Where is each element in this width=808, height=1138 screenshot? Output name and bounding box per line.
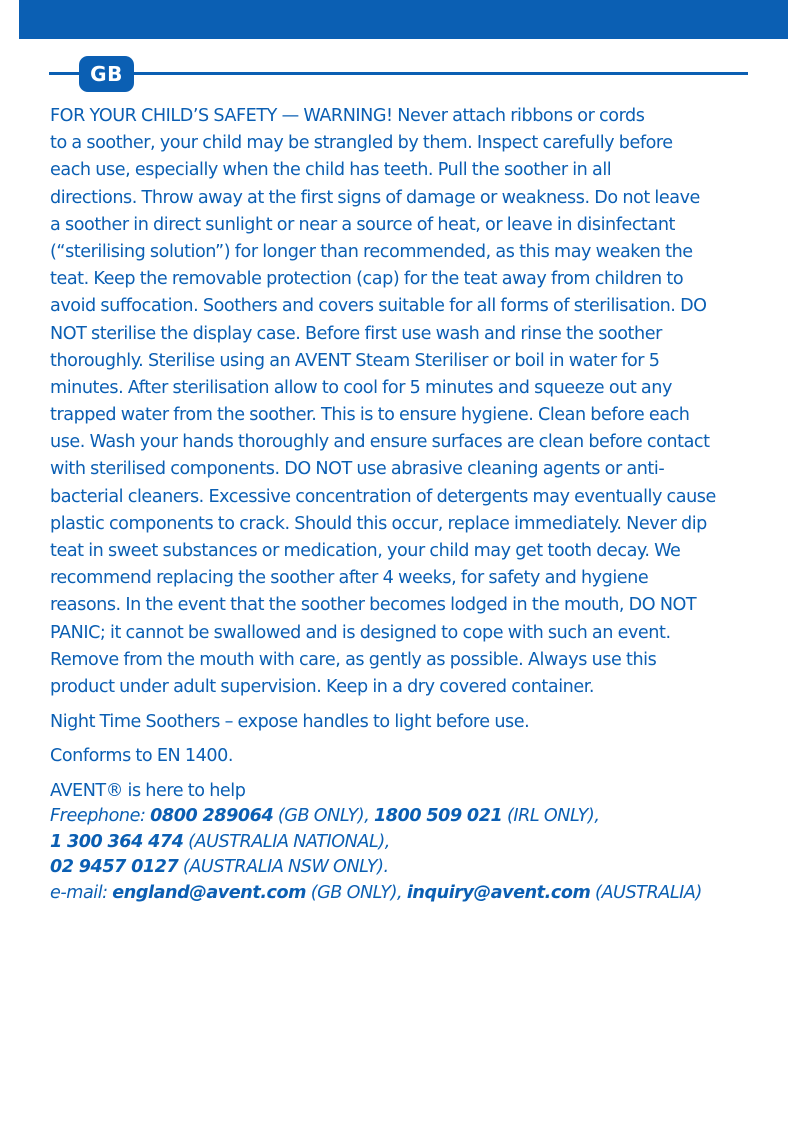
warning-line: plastic components to crack. Should this occur, replace immediately. Never dip	[50, 513, 707, 534]
warning-line: NOT sterilise the display case. Before first use wash and rinse the soother	[50, 323, 662, 344]
warning-line: Remove from the mouth with care, as gently as possible. Always use this	[50, 649, 657, 670]
warning-line: each use, especially when the child has teeth. Pull the soother in all	[50, 160, 612, 181]
warning-line: PANIC; it cannot be swallowed and is designed to cope with such an event.	[50, 622, 671, 643]
conformity-statement: Conforms to EN 1400.	[50, 746, 233, 767]
warning-line: (“sterilising solution”) for longer than recommended, as this may weaken the	[50, 241, 693, 262]
phone-au-nsw[interactable]: 02 9457 0127	[50, 857, 179, 877]
warning-line: teat in sweet substances or medication, your child may get tooth decay. We	[50, 541, 681, 561]
email-label: e-mail:	[50, 882, 113, 903]
warning-line: thoroughly. Sterilise using an AVENT Steam Steriliser or boil in water for 5	[50, 350, 660, 371]
night-time-note: Night Time Soothers – expose handles to light before use.	[50, 711, 530, 732]
top-color-bar	[19, 0, 788, 39]
email-gb-note: (GB ONLY),	[306, 882, 407, 903]
email-au-note: (AUSTRALIA)	[590, 882, 702, 903]
freephone-label: Freephone:	[50, 806, 151, 826]
warning-line: trapped water from the soother. This is to ensure hygiene. Clean before each	[50, 405, 690, 426]
email-gb[interactable]: england@avent.com	[112, 882, 307, 903]
warning-line: bacterial cleaners. Excessive concentration of detergents may eventually cause	[50, 486, 716, 507]
warning-line: avoid suffocation. Soothers and covers suitable for all forms of sterilisation. DO	[50, 296, 707, 317]
phone-australia-national-line	[50, 830, 760, 856]
document-body	[50, 103, 760, 906]
phone-australia-nsw-line	[50, 855, 760, 881]
phone-irl[interactable]: 1800 509 021	[374, 806, 503, 826]
warning-line: to a soother, your child may be strangled by them. Inspect carefully before	[50, 133, 673, 154]
warning-line: FOR YOUR CHILD’S SAFETY — WARNING! Never attach ribbons or cords	[50, 106, 645, 126]
warning-line: use. Wash your hands thoroughly and ensure surfaces are clean before contact	[50, 432, 710, 453]
warning-paragraph	[50, 103, 760, 701]
warning-line: with sterilised components. DO NOT use abrasive cleaning agents or anti-	[50, 459, 665, 480]
language-badge: GB	[79, 56, 134, 92]
phone-au-nsw-note: (AUSTRALIA NSW ONLY).	[178, 857, 389, 877]
help-heading: AVENT® is here to help	[50, 781, 246, 801]
warning-line: recommend replacing the soother after 4 weeks, for safety and hygiene	[50, 568, 649, 589]
language-rule	[49, 72, 748, 75]
phone-au-national[interactable]: 1 300 364 474	[50, 831, 184, 852]
warning-line: a soother in direct sunlight or near a source of heat, or leave in disinfectant	[50, 214, 675, 235]
email-au[interactable]: inquiry@avent.com	[406, 882, 591, 903]
phone-irl-note: (IRL ONLY),	[502, 806, 600, 826]
warning-line: minutes. After sterilisation allow to cool for 5 minutes and squeeze out any	[50, 377, 672, 398]
help-section	[50, 778, 760, 906]
phone-gb[interactable]: 0800 289064	[150, 806, 274, 826]
warning-line: directions. Throw away at the first signs of damage or weakness. Do not leave	[50, 187, 700, 208]
phone-au-national-note: (AUSTRALIA NATIONAL),	[183, 831, 390, 852]
warning-line: product under adult supervision. Keep in a dry covered container.	[50, 676, 595, 697]
freephone-line	[50, 804, 760, 830]
warning-line: reasons. In the event that the soother becomes lodged in the mouth, DO NOT	[50, 595, 697, 616]
warning-line: teat. Keep the removable protection (cap) for the teat away from children to	[50, 269, 684, 290]
email-line	[50, 881, 760, 907]
phone-gb-note: (GB ONLY),	[273, 806, 375, 826]
